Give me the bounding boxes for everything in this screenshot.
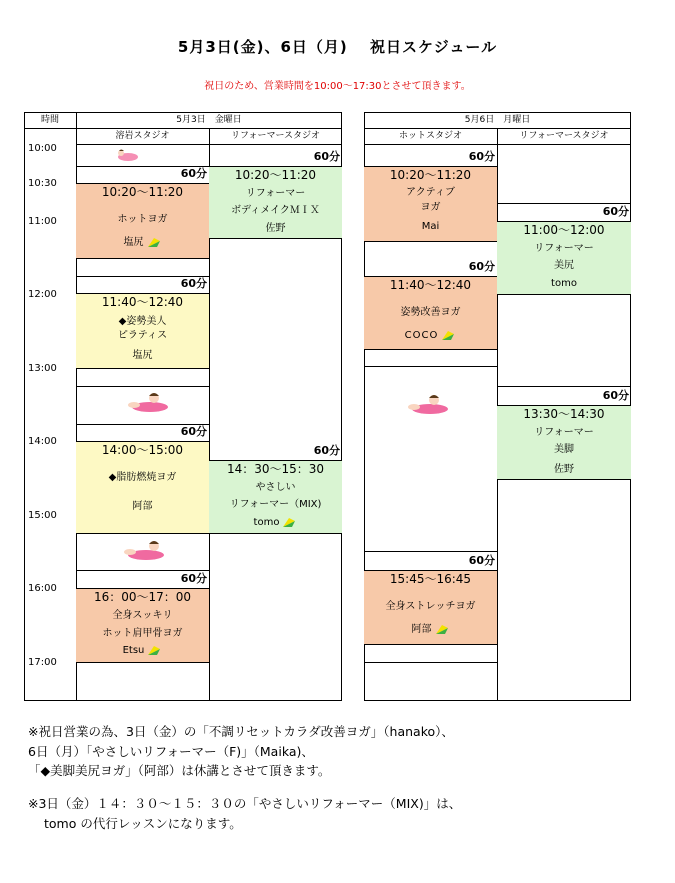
class-time: 11:40～12:40 (101, 295, 184, 309)
class-time: 11:40～12:40 (389, 278, 472, 292)
class-instructor: tomo (551, 278, 577, 289)
class-instructor: Etsu (122, 645, 145, 656)
class-name-line2: 美尻 (554, 260, 574, 271)
class-block[interactable] (209, 460, 342, 534)
beginner-leaf-icon (146, 644, 162, 656)
class-time: 14:00～15:00 (101, 443, 184, 457)
time-label: 12:00 (28, 289, 57, 300)
time-label: 10:30 (28, 178, 57, 189)
class-block[interactable] (76, 293, 209, 369)
class-name-line2: ホット肩甲骨ヨガ (102, 628, 183, 639)
class-name-line2: ヨガ (420, 202, 441, 213)
class-instructor: 阿部 (411, 624, 432, 635)
duration-label: 60分 (180, 167, 207, 180)
beginner-leaf-icon (281, 516, 297, 528)
class-instructor: 佐野 (265, 223, 286, 234)
class-name-line2: リフォーマー（MIX) (229, 499, 322, 510)
duration-label: 60分 (468, 260, 495, 273)
left-day-header: 5月3日 金曜日 (176, 115, 242, 125)
class-instructor: 佐野 (554, 464, 574, 475)
class-name: リフォーマー (245, 188, 306, 199)
time-label: 11:00 (28, 216, 57, 227)
stretching-girl-icon (404, 392, 452, 416)
class-instructor: Mai (421, 221, 440, 232)
class-block[interactable] (364, 570, 497, 645)
class-time: 16：00～17：00 (93, 590, 192, 604)
class-name: 全身スッキリ (112, 610, 173, 621)
class-time: 11:00～12:00 (523, 223, 605, 237)
class-name: ◆姿勢美人 (118, 316, 167, 327)
class-name: やさしい (255, 482, 296, 493)
time-label: 10:00 (28, 143, 57, 154)
class-name: リフォーマー (534, 243, 594, 254)
class-name: 全身ストレッチヨガ (385, 601, 476, 612)
stretching-girl-icon (116, 146, 140, 162)
class-block[interactable] (209, 166, 342, 239)
duration-label: 60分 (313, 150, 340, 163)
beginner-leaf-icon (440, 329, 456, 341)
class-instructor: 塩尻 (123, 237, 144, 248)
note-line: tomo の代行レッスンになります。 (44, 816, 242, 831)
class-block[interactable] (497, 221, 631, 295)
page-subtitle: 祝日のため、営業時間を10:00～17:30とさせて頂きます。 (204, 81, 471, 92)
note-line: ※祝日営業の為、3日（金）の「不調リセットカラダ改善ヨガ」（hanako）、 (28, 724, 454, 739)
class-name: 姿勢改善ヨガ (400, 307, 461, 318)
time-header: 時間 (40, 115, 59, 125)
stretching-girl-icon (124, 390, 172, 414)
right-studio2-header: リフォーマースタジオ (519, 131, 609, 141)
duration-label: 60分 (180, 572, 207, 585)
class-block[interactable] (364, 166, 497, 242)
note-line: 「◆美脚美尻ヨガ」（阿部）は休講とさせて頂きます。 (28, 763, 331, 778)
duration-label: 60分 (313, 444, 340, 457)
time-label: 15:00 (28, 510, 57, 521)
class-block[interactable] (76, 441, 209, 534)
class-block[interactable] (497, 405, 631, 480)
class-instructor: tomo (253, 517, 280, 528)
class-time: 10:20～11:20 (234, 168, 317, 182)
note-line: ※3日（金）１４：３０～１５：３０の「やさしいリフォーマー（MIX)」は、 (28, 796, 462, 811)
class-name: ◆脂肪燃焼ヨガ (108, 472, 177, 483)
beginner-leaf-icon (146, 236, 162, 248)
class-time: 15:45～16:45 (389, 572, 472, 586)
time-label: 16:00 (28, 583, 57, 594)
class-time: 13:30～14:30 (523, 407, 605, 421)
left-studio2-header: リフォーマースタジオ (230, 131, 321, 141)
class-name: アクティブ (406, 187, 455, 198)
class-block[interactable] (76, 588, 209, 663)
class-time: 10:20～11:20 (389, 168, 472, 182)
duration-label: 60分 (602, 205, 629, 218)
duration-label: 60分 (180, 277, 207, 290)
class-instructor: 阿部 (132, 501, 153, 512)
time-label: 13:00 (28, 363, 57, 374)
class-instructor: COCO (404, 330, 439, 341)
class-time: 10:20～11:20 (101, 185, 184, 199)
right-day-header: 5月6日 月曜日 (464, 115, 531, 125)
duration-label: 60分 (602, 389, 629, 402)
class-name-line2: 美脚 (554, 444, 574, 455)
class-name: リフォーマー (534, 427, 594, 438)
class-block[interactable] (76, 183, 209, 259)
time-label: 14:00 (28, 436, 57, 447)
class-name-line2: ピラティス (117, 330, 168, 341)
stretching-girl-icon (122, 538, 170, 562)
left-studio1-header: 溶岩スタジオ (115, 131, 170, 141)
duration-label: 60分 (468, 150, 495, 163)
beginner-leaf-icon (434, 623, 450, 635)
note-line: 6日（月）「やさしいリフォーマー（F)」（Maika)、 (28, 744, 314, 759)
class-time: 14：30～15：30 (226, 462, 325, 476)
class-block[interactable] (364, 276, 497, 350)
time-label: 17:00 (28, 657, 57, 668)
duration-label: 60分 (468, 554, 495, 567)
class-name: ホットヨガ (117, 214, 168, 225)
right-studio1-header: ホットスタジオ (399, 131, 462, 141)
class-instructor: 塩尻 (132, 350, 153, 361)
page-title: 5月3日(金)、6日（月) 祝日スケジュール (177, 38, 498, 56)
duration-label: 60分 (180, 425, 207, 438)
class-name-line2: ボディメイクＭＩＸ (231, 205, 320, 216)
